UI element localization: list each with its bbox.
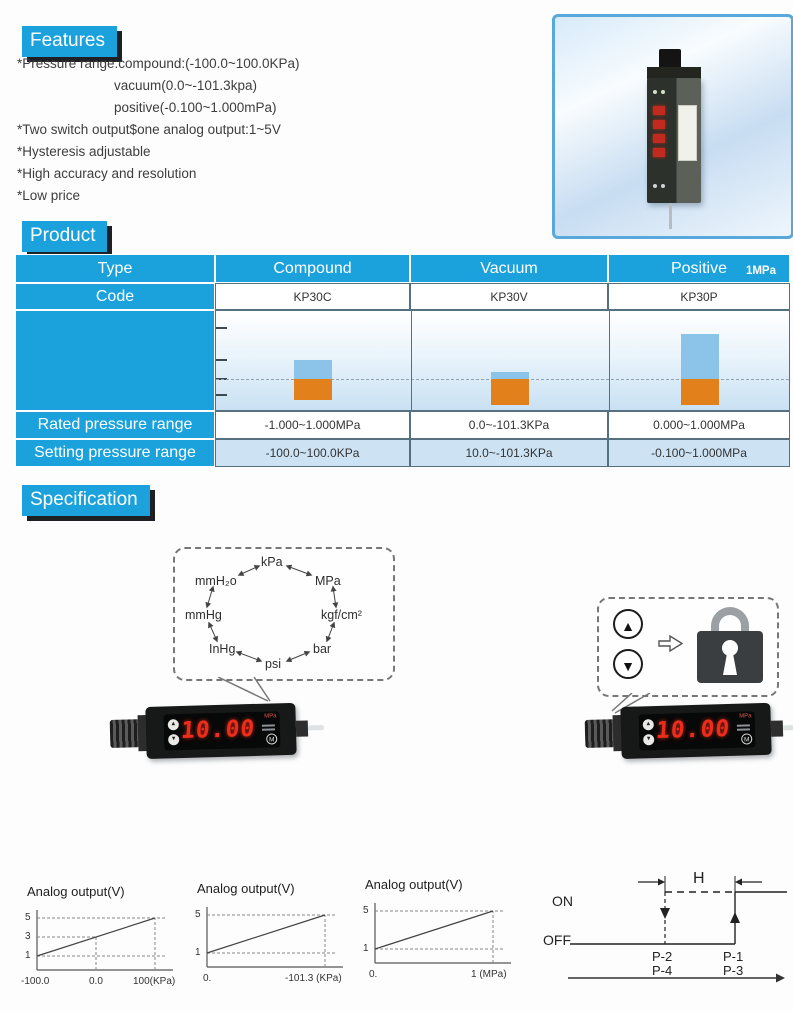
y-tick: 1 bbox=[363, 943, 369, 954]
bar-compound-negative bbox=[294, 379, 332, 400]
thread-connector bbox=[585, 719, 616, 748]
code-compound: KP30C bbox=[215, 283, 410, 310]
led-segment bbox=[653, 106, 665, 115]
y-tick: 5 bbox=[25, 912, 31, 923]
cable-fitting bbox=[771, 720, 783, 736]
bar-positive-negative bbox=[681, 379, 719, 405]
display-legend-line bbox=[262, 728, 275, 730]
table-col-header-positive: Positive bbox=[608, 254, 790, 283]
cable bbox=[308, 725, 324, 730]
sensor-top-knob bbox=[659, 49, 681, 69]
tick-mark bbox=[216, 359, 227, 361]
x-tick: 0. bbox=[369, 969, 378, 980]
lock-icon bbox=[697, 605, 763, 685]
hysteresis-plot bbox=[540, 870, 792, 1005]
setting-compound: -100.0~100.0KPa bbox=[215, 439, 410, 467]
range-bar-chart bbox=[215, 310, 790, 411]
hysteresis-width-label: H bbox=[693, 870, 705, 887]
x-tick: 100(KPa) bbox=[133, 976, 176, 987]
x-tick: 0.0 bbox=[89, 976, 103, 987]
up-arrow-button-icon: ▲ bbox=[613, 609, 643, 639]
analog-output-graph-compound bbox=[15, 884, 185, 1006]
off-label: OFF bbox=[543, 932, 571, 948]
feature-line: *Pressure range:compound:(-100.0~100.0KPa) bbox=[17, 56, 300, 71]
graph-title: Analog output(V) bbox=[365, 877, 463, 892]
code-vacuum: KP30V bbox=[410, 283, 608, 310]
key-lock-bubble bbox=[597, 597, 779, 697]
p2-label: P-2 bbox=[652, 949, 673, 964]
graph-plot bbox=[353, 899, 518, 969]
sensor-button-dot bbox=[661, 90, 665, 94]
y-tick: 3 bbox=[25, 931, 31, 942]
unit-mpa: MPa bbox=[315, 574, 341, 588]
analog-output-graph-vacuum bbox=[185, 881, 355, 1003]
unit-mmh2o: mmH₂o bbox=[195, 574, 237, 588]
x-tick: -100.0 bbox=[21, 976, 50, 987]
display-legend-line bbox=[262, 724, 275, 726]
display-value: 10.00 bbox=[179, 715, 257, 745]
sensor-cable bbox=[669, 203, 672, 229]
y-tick: 1 bbox=[25, 950, 31, 961]
unit-kgfcm2: kgf/cm² bbox=[321, 608, 362, 622]
x-tick: 0. bbox=[203, 973, 212, 984]
unit-inhg: InHg bbox=[209, 642, 236, 656]
bar-vacuum-positive bbox=[491, 372, 529, 379]
right-arrow-icon bbox=[657, 634, 685, 654]
led-segment bbox=[653, 134, 665, 143]
product-photo bbox=[552, 14, 793, 239]
unit-bar: bar bbox=[313, 642, 332, 656]
tick-mark bbox=[216, 394, 227, 396]
led-segment bbox=[653, 148, 665, 157]
unit-psi: psi bbox=[265, 657, 281, 671]
graph-title: Analog output(V) bbox=[197, 881, 295, 896]
code-positive: KP30P bbox=[608, 283, 790, 310]
range-chart-axis-cell bbox=[15, 310, 215, 411]
feature-line: vacuum(0.0~-101.3kpa) bbox=[114, 78, 257, 93]
rated-vacuum: 0.0~-101.3KPa bbox=[410, 411, 608, 439]
down-arrow-button-icon: ▼ bbox=[613, 649, 643, 679]
display-unit: MPa bbox=[264, 713, 277, 720]
axis-tick-100kpa: 100.0KPa bbox=[724, 297, 776, 309]
setting-positive: -0.100~1.000MPa bbox=[608, 439, 790, 467]
setting-vacuum: 10.0~-101.3KPa bbox=[410, 439, 608, 467]
bar-vacuum-negative bbox=[491, 379, 529, 405]
feature-line: positive(-0.100~1.000mPa) bbox=[114, 100, 277, 115]
lock-body bbox=[697, 631, 763, 683]
bar-compound-positive bbox=[294, 360, 332, 379]
tick-mark bbox=[216, 327, 227, 329]
sensor-side-label bbox=[678, 105, 697, 161]
table-row-header-setting: Setting pressure range bbox=[15, 439, 215, 467]
sensor-button-dot bbox=[653, 184, 657, 188]
mode-button: M bbox=[266, 733, 277, 744]
table-col-header-compound: Compound bbox=[215, 254, 410, 283]
p1-label: P-1 bbox=[723, 949, 744, 964]
down-button: ▼ bbox=[168, 734, 179, 745]
table-row-header-code: Code bbox=[15, 283, 215, 310]
column-separator bbox=[609, 311, 610, 410]
x-tick: 1 (MPa) bbox=[471, 969, 507, 980]
axis-tick-1mpa: 1MPa bbox=[745, 265, 776, 277]
rated-compound: -1.000~1.000MPa bbox=[215, 411, 410, 439]
unit-kpa: kPa bbox=[261, 555, 283, 569]
p4-label: P-4 bbox=[652, 963, 673, 978]
down-button: ▼ bbox=[643, 734, 654, 745]
unit-mmhg: mmHg bbox=[185, 608, 222, 622]
feature-line: *Low price bbox=[17, 188, 81, 203]
up-button: ▲ bbox=[643, 719, 654, 730]
feature-line: *High accuracy and resolution bbox=[17, 166, 197, 181]
feature-line: *Hysteresis adjustable bbox=[17, 144, 151, 159]
cable bbox=[783, 725, 793, 730]
analog-output-graph-positive bbox=[353, 877, 523, 999]
sensor-body bbox=[145, 703, 296, 759]
specification-section-title: Specification bbox=[22, 485, 150, 516]
sensor-body-vertical bbox=[647, 78, 701, 203]
led-segment bbox=[653, 120, 665, 129]
graph-title: Analog output(V) bbox=[27, 884, 125, 899]
led-display bbox=[639, 711, 756, 750]
y-tick: 5 bbox=[195, 909, 201, 920]
pressure-sensor-right bbox=[584, 699, 793, 763]
graph-plot bbox=[15, 906, 180, 976]
features-section-title: Features bbox=[22, 26, 117, 57]
p3-label: P-3 bbox=[723, 963, 744, 978]
display-legend-line bbox=[737, 724, 750, 726]
product-table bbox=[15, 254, 790, 467]
on-label: ON bbox=[552, 893, 573, 909]
bar-positive-positive bbox=[681, 334, 719, 379]
column-separator bbox=[411, 311, 412, 410]
unit-selection-bubble bbox=[173, 547, 395, 681]
rated-positive: 0.000~1.000MPa bbox=[608, 411, 790, 439]
y-tick: 1 bbox=[195, 947, 201, 958]
table-row-header-type: Type bbox=[15, 254, 215, 283]
sensor-button-dot bbox=[653, 90, 657, 94]
pressure-sensor-left bbox=[109, 699, 325, 763]
hysteresis-diagram bbox=[540, 870, 792, 1005]
bubble-tail bbox=[210, 677, 290, 703]
sensor-button-dot bbox=[661, 184, 665, 188]
thread-connector bbox=[110, 719, 141, 748]
table-row-header-rated: Rated pressure range bbox=[15, 411, 215, 439]
table-col-header-vacuum: Vacuum bbox=[410, 254, 608, 283]
y-tick: 5 bbox=[363, 905, 369, 916]
up-button: ▲ bbox=[168, 719, 179, 730]
display-value: 10.00 bbox=[654, 715, 732, 745]
product-section-title: Product bbox=[22, 221, 107, 252]
graph-plot bbox=[185, 903, 350, 973]
feature-line: *Two switch output$one analog output:1~5V bbox=[17, 122, 281, 137]
led-display bbox=[164, 711, 281, 750]
cable-fitting bbox=[296, 720, 308, 736]
x-tick: -101.3 (KPa) bbox=[285, 973, 342, 984]
mode-button: M bbox=[741, 733, 752, 744]
display-unit: MPa bbox=[739, 713, 752, 720]
display-legend-line bbox=[737, 728, 750, 730]
sensor-body bbox=[620, 703, 771, 759]
